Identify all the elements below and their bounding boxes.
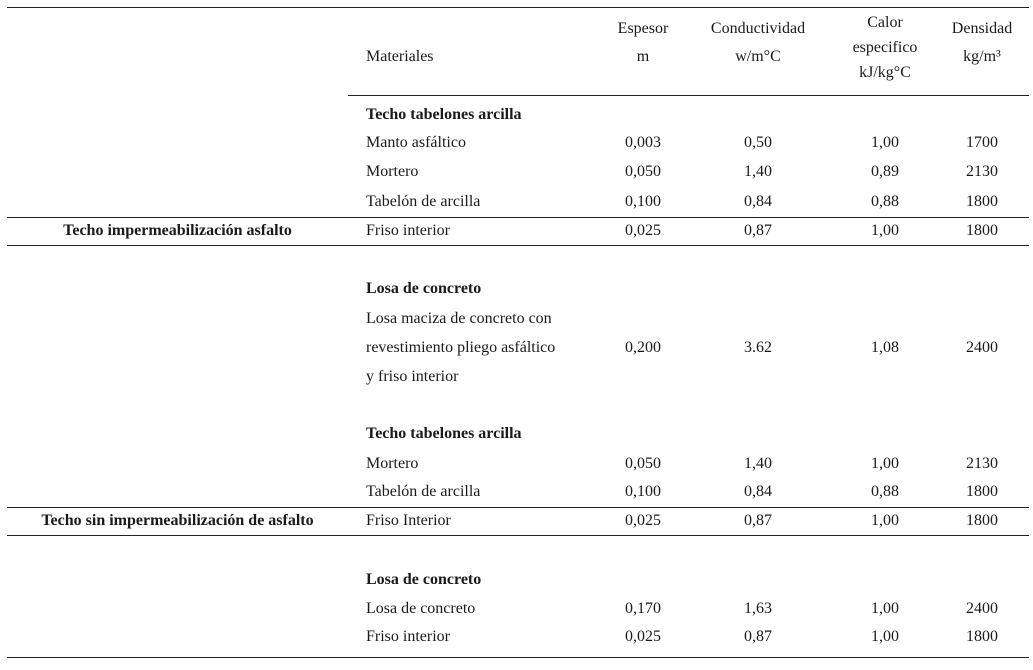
- group-rule-bottom-2: [7, 535, 1029, 536]
- subheading: Losa de concreto: [366, 571, 482, 588]
- row-densidad: 1800: [966, 222, 998, 239]
- row-espesor: 0,025: [625, 512, 661, 529]
- row-densidad: 1800: [966, 483, 998, 500]
- row-material: Friso interior: [366, 222, 450, 239]
- row-calor: 0,89: [871, 163, 899, 180]
- row-conductividad: 0,87: [744, 222, 772, 239]
- row-espesor: 0,100: [625, 193, 661, 210]
- row-material: Friso Interior: [366, 512, 451, 529]
- row-espesor: 0,100: [625, 483, 661, 500]
- group-rule-top-2: [7, 507, 1029, 508]
- row-material: Tabelón de arcilla: [366, 193, 481, 210]
- group-rule-bottom-1: [7, 245, 1029, 246]
- header-espesor: Espesor m: [617, 20, 669, 65]
- subheading: Techo tabelones arcilla: [366, 106, 522, 123]
- row-espesor: 0,025: [625, 222, 661, 239]
- row-conductividad: 0,87: [744, 512, 772, 529]
- row-densidad: 2130: [966, 163, 998, 180]
- row-espesor: 0,050: [625, 455, 661, 472]
- row-material: Tabelón de arcilla: [366, 483, 481, 500]
- row-densidad: 2130: [966, 455, 998, 472]
- header-conductividad: Conductividad w/m°C: [710, 20, 806, 65]
- row-conductividad: 0,84: [744, 483, 772, 500]
- group-rule-top-1: [7, 217, 1029, 218]
- row-espesor: 0,025: [625, 628, 661, 645]
- row-material: Mortero: [366, 455, 419, 472]
- row-material: Friso interior: [366, 628, 450, 645]
- row-densidad: 1800: [966, 512, 998, 529]
- row-conductividad: 1,40: [744, 163, 772, 180]
- row-calor: 1,00: [871, 600, 899, 617]
- row-densidad: 2400: [966, 339, 998, 356]
- header-calor-especifico: Calor especifico kJ/kg°C: [852, 14, 918, 81]
- row-conductividad: 1,63: [744, 600, 772, 617]
- row-calor: 1,00: [871, 512, 899, 529]
- row-conductividad: 3.62: [744, 339, 772, 356]
- row-material-line: y friso interior: [366, 368, 459, 385]
- row-material: Losa de concreto: [366, 600, 476, 617]
- row-material: Manto asfáltico: [366, 134, 466, 151]
- row-calor: 0,88: [871, 483, 899, 500]
- subheading: Losa de concreto: [366, 280, 482, 297]
- row-material-line: Losa maciza de concreto con: [366, 310, 552, 327]
- row-calor: 1,00: [871, 455, 899, 472]
- row-conductividad: 0,84: [744, 193, 772, 210]
- row-espesor: 0,050: [625, 163, 661, 180]
- row-calor: 1,00: [871, 628, 899, 645]
- table-bottom-rule: [7, 657, 1029, 658]
- row-material: Mortero: [366, 163, 419, 180]
- row-calor: 1,08: [871, 339, 899, 356]
- header-rule: [348, 95, 1029, 96]
- row-densidad: 1800: [966, 628, 998, 645]
- header-materiales: Materiales: [366, 48, 434, 65]
- row-calor: 1,00: [871, 134, 899, 151]
- row-calor: 0,88: [871, 193, 899, 210]
- group-label: Techo sin impermeabilización de asfalto: [41, 512, 314, 529]
- row-densidad: 1800: [966, 193, 998, 210]
- subheading: Techo tabelones arcilla: [366, 425, 522, 442]
- row-espesor: 0,200: [625, 339, 661, 356]
- row-conductividad: 0,87: [744, 628, 772, 645]
- row-calor: 1,00: [871, 222, 899, 239]
- row-conductividad: 1,40: [744, 455, 772, 472]
- row-conductividad: 0,50: [744, 134, 772, 151]
- table-top-rule: [7, 7, 1029, 8]
- row-densidad: 2400: [966, 600, 998, 617]
- group-label: Techo impermeabilización asfalto: [63, 222, 292, 239]
- row-espesor: 0,003: [625, 134, 661, 151]
- header-densidad: Densidad kg/m³: [951, 20, 1013, 65]
- row-material-line: revestimiento pliego asfáltico: [366, 339, 556, 356]
- row-espesor: 0,170: [625, 600, 661, 617]
- row-densidad: 1700: [966, 134, 998, 151]
